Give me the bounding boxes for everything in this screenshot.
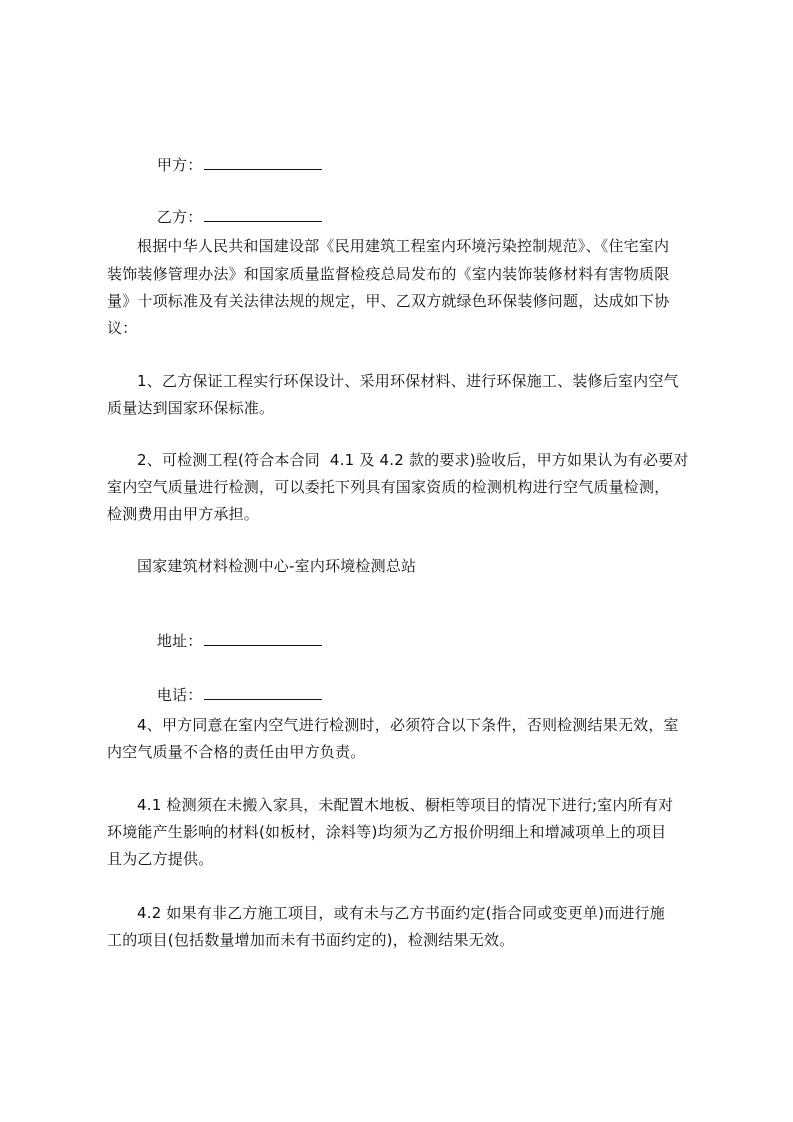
clause-line: 2、可检测工程(符合本合同 4.1 及 4.2 款的要求)验收后，甲方如果认为有必要对	[137, 451, 689, 469]
clause-line: 且为乙方提供。	[107, 850, 214, 868]
clause-line: 4、甲方同意在室内空气进行检测时，必须符合以下条件，否则检测结果无效，室	[137, 716, 679, 734]
clause-line: 环境能产生影响的材料(如板材，涂料等)均须为乙方报价明细上和增减项单上的项目	[107, 823, 667, 841]
clause-line: 工的项目(包括数量增加而未有书面约定的)，检测结果无效。	[107, 931, 515, 949]
party-b-label: 乙方：	[156, 208, 203, 226]
clause-line: 1、乙方保证工程实行环保设计、采用环保材料、进行环保施工、装修后室内空气	[137, 372, 679, 390]
clause-line: 室内空气质量进行检测，可以委托下列具有国家资质的检测机构进行空气质量检测，	[107, 478, 670, 496]
address-blank[interactable]	[204, 631, 322, 646]
clause-line: 内空气质量不合格的责任由甲方负责。	[107, 743, 366, 761]
intro-line: 量》十项标准及有关法律法规的规定，甲、乙双方就绿色环保装修问题，达成如下协	[107, 292, 670, 310]
clause-line: 质量达到国家环保标准。	[107, 399, 275, 417]
institution-name: 国家建筑材料检测中心-室内环境检测总站	[137, 557, 417, 575]
intro-line: 装饰装修管理办法》和国家质量监督检疫总局发布的《室内装饰装修材料有害物质限	[107, 265, 670, 283]
intro-line: 议：	[107, 319, 138, 337]
phone-blank[interactable]	[204, 685, 322, 700]
clause-line: 检测费用由甲方承担。	[107, 505, 260, 523]
intro-line: 根据中华人民共和国建设部《民用建筑工程室内环境污染控制规范》、《住宅室内	[137, 237, 670, 255]
party-a-blank[interactable]	[204, 155, 322, 170]
party-b-blank[interactable]	[204, 207, 322, 222]
clause-line: 4.2 如果有非乙方施工项目，或有未与乙方书面约定(指合同或变更单)而进行施	[137, 904, 665, 922]
party-a-label: 甲方：	[156, 156, 203, 174]
clause-line: 4.1 检测须在未搬入家具，未配置木地板、橱柜等项目的情况下进行;室内所有对	[137, 796, 674, 814]
address-label: 地址：	[156, 632, 203, 650]
phone-label: 电话：	[156, 686, 203, 704]
